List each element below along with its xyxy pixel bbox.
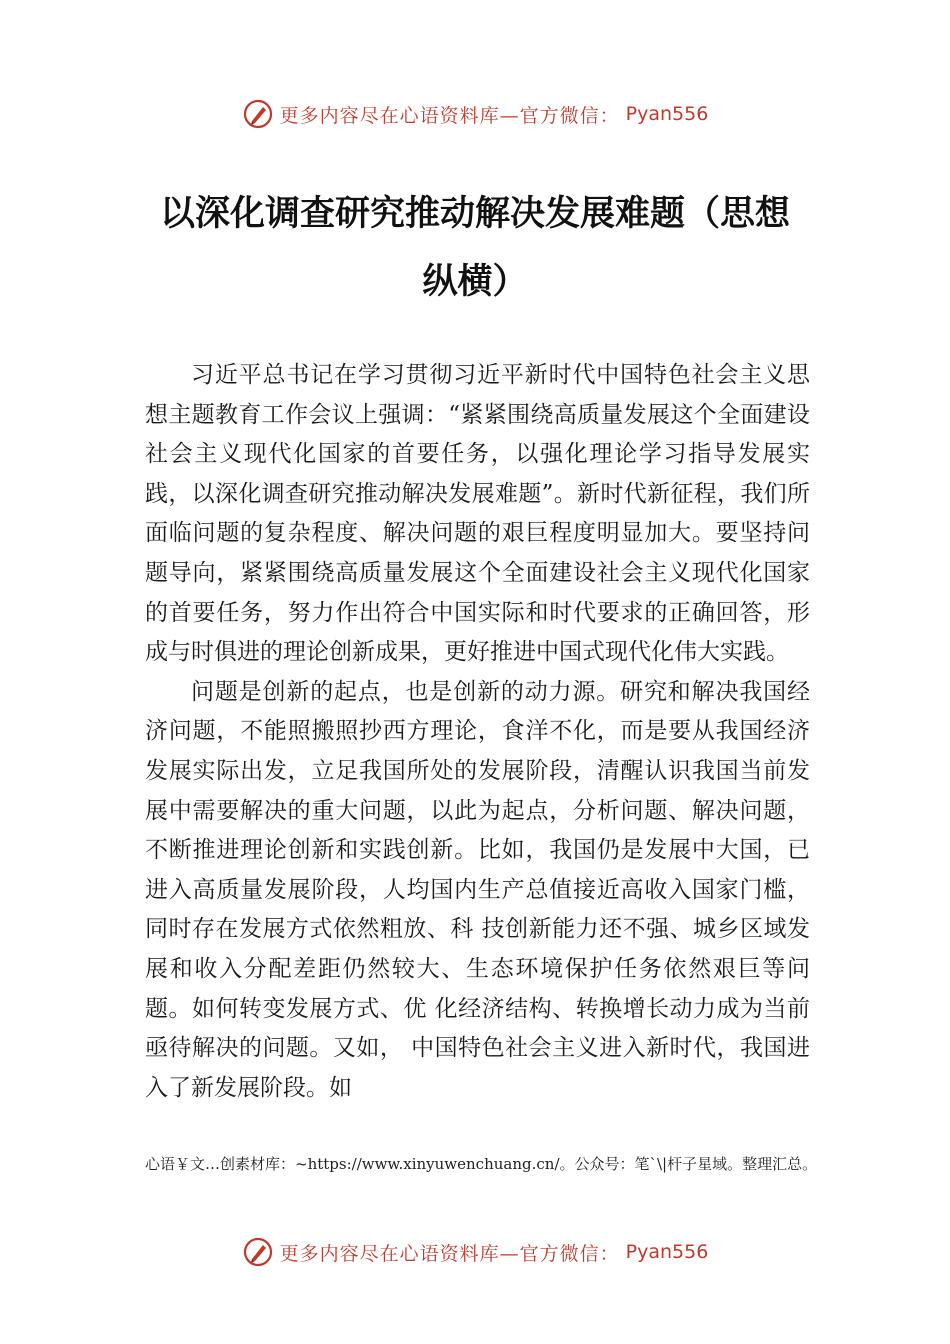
paragraph-1: 习近平总书记在学习贯彻习近平新时代中国特色社会主义思想主题教育工作会议上强调：“紧紧围绕高质量发展这个全面建设社会主义现代化国家的首要任务，以强化理论学习指导发展实践，以深化调查研究推动解决发展难题”。新时代新征程，我们所面临问题的复杂程度、解决问题的艰巨程度明显加大。要坚持问题导向，紧紧围绕高质量发展这个全面建设社会主义现代化国家的首要任务，努力作出符合中国实际和时代要求的正确回答，形成与时俱进的理论创新成果，更好推进中国式现代化伟大实践。 [145,362,810,666]
paragraph-2: 问题是创新的起点，也是创新的动力源。研究和解决我国经济问题，不能照搬照抄西方理论，食洋不化，而是要从我国经济发展实际出发，立足我国所处的发展阶段，清醒认识我国当前发展中需要解决的重大问题，以此为起点，分析问题、解决问题，不断推进理论创新和实践创新。比如，我国仍是发展中大国，已进入高质量发展阶段，人均国内生产总值接近高收入国家门槛，同时存在发展方式依然粗放、科 技创新能力还不强、城乡区域发展和收入分配差距仍然较大、生态环境保护任务依然艰巨等问题。如何转变发展方式、优 化经济结构、转换增长动力成为当前亟待解决的问题。又如， 中国特色社会主义进入新时代，我国进入了新发展阶段。如 [145,678,810,1101]
banner-text: 更多内容尽在心语资料库—官方微信： [279,104,620,127]
footer-banner [0,1232,950,1272]
header-banner [0,94,950,134]
banner-account: Pyan556 [625,103,709,125]
banner-account: Pyan556 [625,1241,709,1263]
document-title: 以深化调查研究推动解决发展难题（思想纵横） [159,194,790,302]
pen-circle-logo-icon [242,1236,274,1268]
banner-text: 更多内容尽在心语资料库—官方微信： [279,1242,620,1265]
article-body [145,356,810,1108]
pen-circle-logo-icon [242,98,274,130]
source-footnote: 心语￥文…创素材库：~https://www.xinyuwenchuang.cn/。公众号：笔`\|杆子星域。整理汇总。 [145,1155,818,1173]
